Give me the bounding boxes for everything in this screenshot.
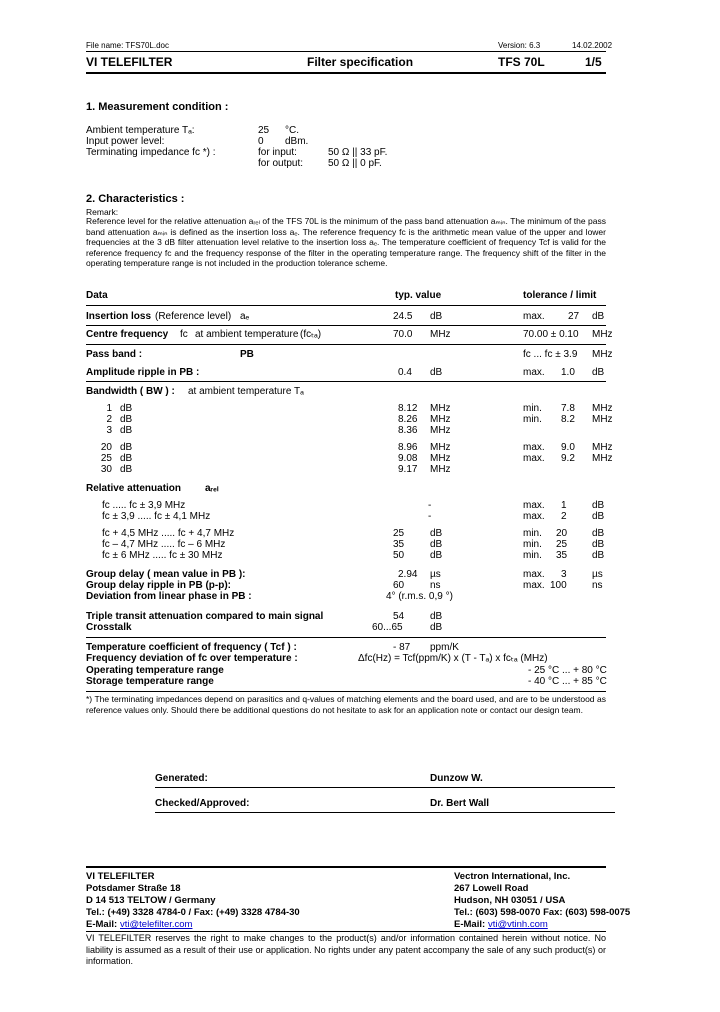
- footer-left-email-link[interactable]: vti@telefilter.com: [120, 919, 193, 930]
- cond-unit: °C.: [285, 125, 299, 136]
- group-delay-lim: max.: [523, 569, 545, 580]
- bw-unit: dB: [120, 403, 133, 414]
- rel-att-typ: 50: [393, 550, 405, 561]
- bw-typ-unit: MHz: [430, 425, 451, 436]
- insertion-loss-lim: max.: [523, 311, 545, 322]
- crosstalk-typ: 60...65: [372, 622, 403, 633]
- group-delay-typ: 2.94: [398, 569, 418, 580]
- doc-title: Filter specification: [307, 55, 414, 69]
- triple-unit: dB: [430, 611, 443, 622]
- gd-ripple-label: Group delay ripple in PB (p-p):: [86, 580, 231, 591]
- footer-right-line: Tel.: (603) 598-0070 Fax: (603) 598-0075: [454, 907, 631, 918]
- gd-ripple-unit: ns: [430, 580, 441, 591]
- bw-limu: MHz: [592, 442, 613, 453]
- cond-value: 25: [258, 125, 270, 136]
- rel-att-lim: min.: [523, 539, 542, 550]
- bw-typ: 8.12: [398, 403, 418, 414]
- bw-typ-unit: MHz: [430, 442, 451, 453]
- ripple-lim: max.: [523, 367, 545, 378]
- bw-level: 25: [100, 453, 112, 464]
- col-data: Data: [86, 290, 108, 301]
- op-temp-value: - 25 °C ... + 80 °C: [528, 665, 607, 676]
- cond-label: Input power level:: [86, 136, 165, 147]
- bw-lim: max.: [523, 442, 545, 453]
- footer-right-line: Hudson, NH 03051 / USA: [454, 895, 566, 906]
- rel-att-lim: min.: [523, 550, 542, 561]
- footer-right-email-link[interactable]: vti@vtinh.com: [488, 919, 548, 930]
- pass-band-lim: fᴄ ... fᴄ ± 3.9: [523, 349, 578, 360]
- cond-label: Ambient temperature Tₐ:: [86, 125, 195, 136]
- part-number: TFS 70L: [498, 55, 545, 69]
- remark-label: Remark:: [86, 207, 119, 217]
- divider: [86, 691, 606, 692]
- pass-band-label: Pass band :: [86, 349, 143, 360]
- bw-typ: 9.17: [398, 464, 418, 475]
- ripple-typ: 0.4: [398, 367, 412, 378]
- rel-att-limv: 25: [556, 539, 568, 550]
- crosstalk-label: Crosstalk: [86, 622, 132, 633]
- footer-left-email-label: E-Mail:: [86, 919, 118, 930]
- rel-att-lim: min.: [523, 528, 542, 539]
- bw-limu: MHz: [592, 453, 613, 464]
- group-delay-label: Group delay ( mean value in PB ):: [86, 569, 246, 580]
- bw-typ-unit: MHz: [430, 453, 451, 464]
- bw-typ-unit: MHz: [430, 403, 451, 414]
- ripple-unit: dB: [430, 367, 443, 378]
- gd-ripple-typ: 60: [393, 580, 405, 591]
- op-temp-label: Operating temperature range: [86, 665, 224, 676]
- bw-lim: min.: [523, 403, 542, 414]
- bw-lim: max.: [523, 453, 545, 464]
- generated-name: Dunzow W.: [430, 773, 483, 784]
- rel-att-typ: 35: [393, 539, 405, 550]
- checked-name: Dr. Bert Wall: [430, 798, 490, 809]
- rel-att-label: Relative attenuation: [86, 483, 182, 494]
- divider: [86, 51, 606, 52]
- bw-typ: 8.96: [398, 442, 418, 453]
- bw-limv: 8.2: [561, 414, 575, 425]
- bw-typ: 8.26: [398, 414, 418, 425]
- rel-att-limv: 35: [556, 550, 568, 561]
- ripple-limu: dB: [592, 367, 605, 378]
- centre-freq-limu: MHz: [592, 329, 613, 340]
- bandwidth-label: Bandwidth ( BW ) :: [86, 386, 175, 397]
- rel-att-lim: max.: [523, 500, 545, 511]
- bw-level: 1: [106, 403, 112, 414]
- centre-freq-label: Centre frequency: [86, 329, 169, 340]
- divider: [86, 866, 606, 868]
- bw-level: 20: [100, 442, 112, 453]
- centre-freq-sym: fᴄ: [180, 329, 188, 340]
- bw-limu: MHz: [592, 403, 613, 414]
- section2-title: 2. Characteristics :: [86, 193, 185, 205]
- divider: [86, 381, 606, 382]
- pass-band-limu: MHz: [592, 349, 613, 360]
- centre-freq-lim: 70.00 ± 0.10: [523, 329, 579, 340]
- footer-right-line: Vectron International, Inc.: [454, 871, 571, 882]
- footer-left-line: Tel.: (+49) 3328 4784-0 / Fax: (+49) 3328 4784-30: [86, 907, 300, 918]
- cond-unit: 50 Ω || 0 pF.: [328, 158, 382, 169]
- centre-freq-sym2: (fᴄₜₐ): [300, 329, 322, 340]
- bw-typ-unit: MHz: [430, 414, 451, 425]
- rel-att-limu: dB: [592, 528, 605, 539]
- generated-label: Generated:: [155, 773, 208, 784]
- col-typ: typ. value: [395, 290, 442, 301]
- centre-freq-typ: 70.0: [393, 329, 413, 340]
- centre-freq-unit: MHz: [430, 329, 451, 340]
- remark-text: Reference level for the relative attenuation aᵣₑₗ of the TFS 70L is the minimum of the pass band attenuation aₘᵢₙ. The minimum of the pass band attenuation aₘᵢₙ is defined as the insertion loss aₑ. The reference frequency fᴄ is the arithmetic mean value of the upper and lower frequencies at the 3 dB filter attenuation level relative to the insertion loss aₑ. The temperature coefficient of frequency Tcf is valid for the reference frequency fᴄ and the frequency response of the filter in the operating temperature range. The frequency shift of the filter in the operating temperature range is not included in the production tolerance scheme.: [86, 216, 606, 269]
- version: Version: 6.3: [498, 41, 541, 50]
- footer-right-email-label: E-Mail:: [454, 919, 486, 930]
- section1-title: 1. Measurement condition :: [86, 101, 229, 113]
- bw-unit: dB: [120, 453, 133, 464]
- bw-level: 30: [100, 464, 112, 475]
- footer-left-line: VI TELEFILTER: [86, 871, 155, 882]
- cond-value: for input:: [258, 147, 297, 158]
- insertion-loss-label: Insertion loss: [86, 311, 152, 322]
- cond-value: for output:: [258, 158, 304, 169]
- tcf-label: Temperature coefficient of frequency ( Tcf ) :: [86, 642, 297, 653]
- cond-value: 0: [258, 136, 264, 147]
- rel-att-typ: 25: [393, 528, 405, 539]
- rel-att-range: fᴄ – 4,7 MHz ..... fᴄ – 6 MHz: [102, 539, 226, 550]
- bw-limu: MHz: [592, 414, 613, 425]
- fdev-label: Frequency deviation of fᴄ over temperature :: [86, 653, 298, 664]
- bw-unit: dB: [120, 425, 133, 436]
- rel-att-limu: dB: [592, 500, 605, 511]
- rel-att-limv: 2: [561, 511, 567, 522]
- divider: [86, 305, 606, 306]
- rel-att-typ: -: [428, 500, 432, 511]
- rel-att-typ-unit: dB: [430, 539, 443, 550]
- tcf-unit: ppm/K: [430, 642, 459, 653]
- bandwidth-desc: at ambient temperature Tₐ: [188, 386, 304, 397]
- rel-att-limv: 1: [561, 500, 567, 511]
- triple-typ: 54: [393, 611, 405, 622]
- bw-lim: min.: [523, 414, 542, 425]
- insertion-loss-limv: 27: [568, 311, 580, 322]
- footer-left-line: Potsdamer Straße 18: [86, 883, 181, 894]
- bw-unit: dB: [120, 442, 133, 453]
- ripple-limv: 1.0: [561, 367, 575, 378]
- rel-att-sym: aᵣₑₗ: [205, 483, 219, 494]
- divider: [86, 637, 606, 638]
- gd-ripple-lim: max.: [523, 580, 545, 591]
- rel-att-range: fᴄ ± 6 MHz ..... fᴄ ± 30 MHz: [102, 550, 223, 561]
- ripple-label: Amplitude ripple in PB :: [86, 367, 200, 378]
- divider: [155, 787, 615, 788]
- rel-att-limu: dB: [592, 511, 605, 522]
- divider: [86, 344, 606, 345]
- rel-att-typ: -: [428, 511, 432, 522]
- bw-limv: 7.8: [561, 403, 575, 414]
- bw-typ: 9.08: [398, 453, 418, 464]
- rel-att-range: fᴄ + 4,5 MHz ..... fᴄ + 4,7 MHz: [102, 528, 235, 539]
- rel-att-limv: 20: [556, 528, 568, 539]
- divider: [86, 325, 606, 326]
- crosstalk-unit: dB: [430, 622, 443, 633]
- rel-att-typ-unit: dB: [430, 550, 443, 561]
- bw-unit: dB: [120, 414, 133, 425]
- bw-limv: 9.2: [561, 453, 575, 464]
- footer-right-line: 267 Lowell Road: [454, 883, 529, 894]
- insertion-loss-typ: 24.5: [393, 311, 413, 322]
- insertion-loss-sub: (Reference level): [155, 311, 232, 322]
- st-temp-value: - 40 °C ... + 85 °C: [528, 676, 607, 687]
- disclaimer: VI TELEFILTER reserves the right to make changes to the product(s) and/or information contained herein without notice. No liability is assumed as a result of their use or application. No rights under any patent accompany the sale of any such product(s) or information.: [86, 933, 606, 966]
- bw-level: 3: [106, 425, 112, 436]
- divider: [86, 931, 606, 932]
- pass-band-sym: PB: [240, 349, 254, 360]
- gd-ripple-limu: ns: [592, 580, 603, 591]
- rel-att-typ-unit: dB: [430, 528, 443, 539]
- tcf-typ: - 87: [393, 642, 411, 653]
- col-tolerance: tolerance / limit: [523, 290, 597, 301]
- bw-typ: 8.36: [398, 425, 418, 436]
- company-name: VI TELEFILTER: [86, 55, 173, 69]
- fdev-formula: Δfᴄ(Hz) = Tcf(ppm/K) x (T - Tₐ) x fᴄₜₐ (MHz): [358, 653, 548, 664]
- phase-dev-label: Deviation from linear phase in PB :: [86, 591, 252, 602]
- page-number: 1/5: [585, 55, 602, 69]
- triple-label: Triple transit attenuation compared to main signal: [86, 611, 324, 622]
- footer-left-line: D 14 513 TELTOW / Germany: [86, 895, 216, 906]
- rel-att-lim: max.: [523, 511, 545, 522]
- bw-level: 2: [106, 414, 112, 425]
- centre-freq-desc: at ambient temperature: [195, 329, 299, 340]
- group-delay-limv: 3: [561, 569, 567, 580]
- rel-att-range: fᴄ ..... fᴄ ± 3,9 MHz: [102, 500, 186, 511]
- rel-att-limu: dB: [592, 539, 605, 550]
- divider: [86, 72, 606, 74]
- footnote: *) The terminating impedances depend on parasitics and q-values of matching elements and the board used, and are to be understood as reference values only. Should there be additional questions do not hesitate to ask for an application note or contact our design team.: [86, 694, 606, 715]
- group-delay-limu: µs: [592, 569, 603, 580]
- bw-unit: dB: [120, 464, 133, 475]
- rel-att-limu: dB: [592, 550, 605, 561]
- date: 14.02.2002: [572, 41, 613, 50]
- insertion-loss-unit: dB: [430, 311, 443, 322]
- insertion-loss-limu: dB: [592, 311, 605, 322]
- divider: [155, 812, 615, 813]
- phase-dev-typ: 4° (r.m.s. 0,9 °): [386, 591, 453, 602]
- bw-typ-unit: MHz: [430, 464, 451, 475]
- group-delay-unit: µs: [430, 569, 441, 580]
- file-name: File name: TFS70L.doc: [86, 41, 170, 50]
- st-temp-label: Storage temperature range: [86, 676, 214, 687]
- cond-unit: 50 Ω || 33 pF.: [328, 147, 388, 158]
- rel-att-range: fᴄ ± 3,9 ..... fᴄ ± 4,1 MHz: [102, 511, 211, 522]
- cond-unit: dBm.: [285, 136, 309, 147]
- checked-label: Checked/Approved:: [155, 798, 250, 809]
- insertion-loss-sym: aₑ: [240, 311, 250, 322]
- cond-label: Terminating impedance fᴄ *) :: [86, 147, 216, 158]
- gd-ripple-limv: 100: [550, 580, 567, 591]
- bw-limv: 9.0: [561, 442, 575, 453]
